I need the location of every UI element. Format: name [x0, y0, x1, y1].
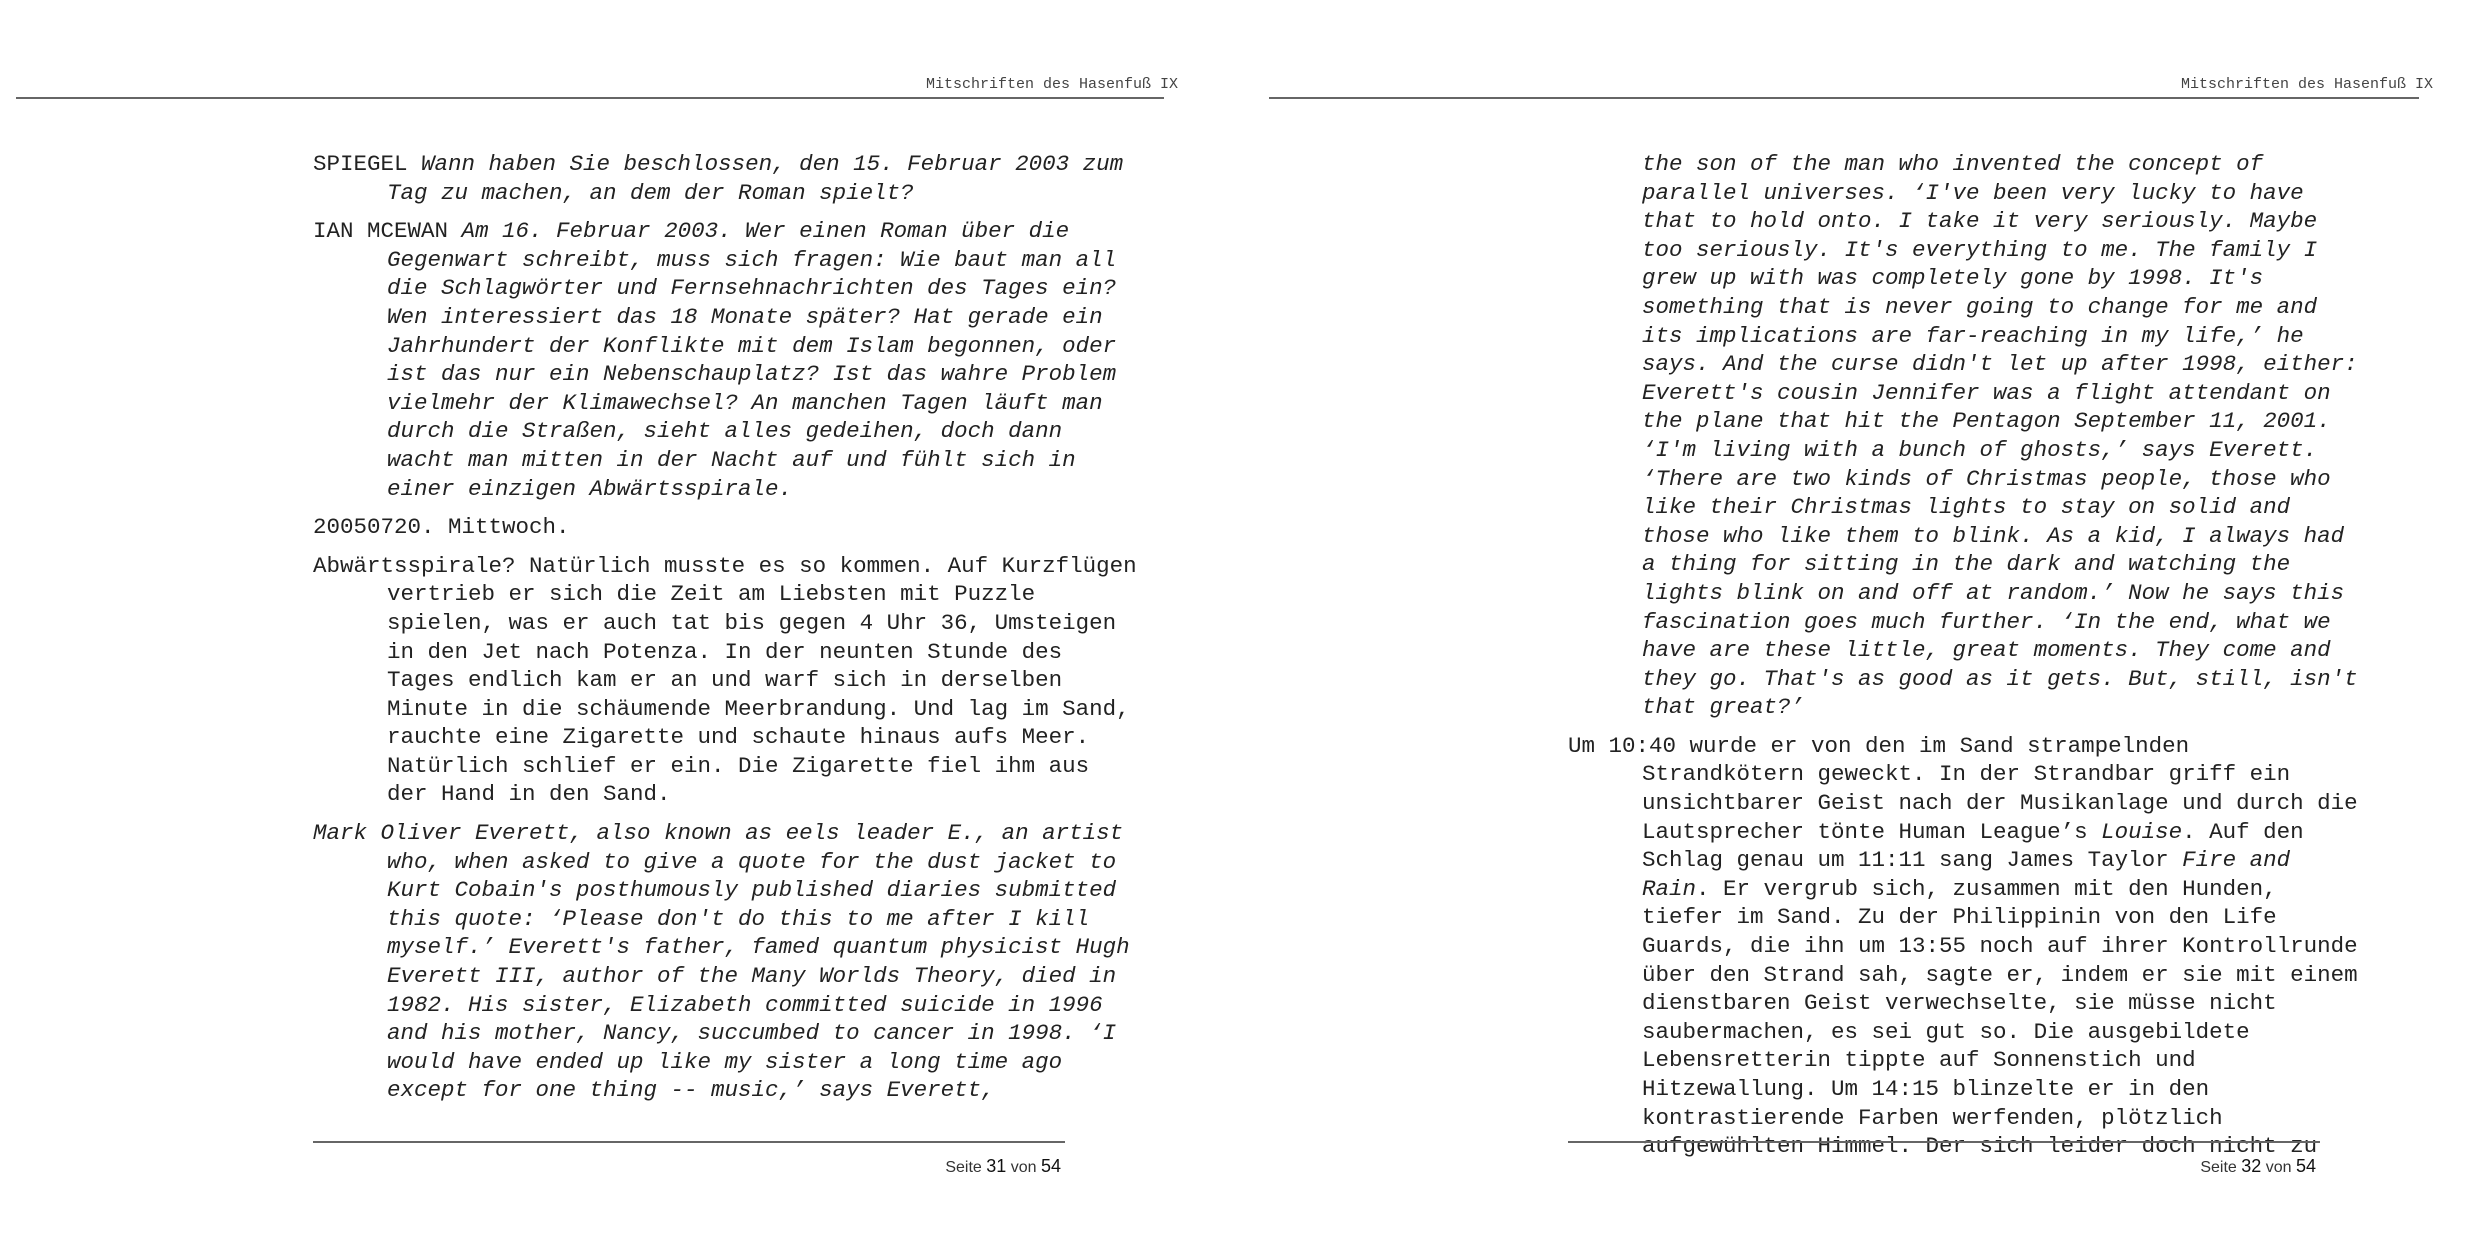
right-page-body: [1568, 150, 2358, 1171]
page-footer: [2200, 1156, 2316, 1177]
footer-middle: von: [1010, 1159, 1037, 1176]
song-title: Fire and Rain: [1642, 847, 2291, 902]
answer-text: Am 16. Februar 2003. Wer einen Roman über die Gegenwart schreibt, muss sich fragen: Wie baut man all die Schlagwörter und Fernsehnachrichten des Tages ein? Wen interessiert das 18 Monate später? Hat gerade ein Jahrhundert der Konflikte mit dem Islam begonnen, oder ist das nur ein Nebenschauplatz? Ist das wahre Problem vielmehr der Klimawechsel? An manchen Tagen läuft man durch die Straßen, sieht alles gedeihen, doch dann wacht man mitten in der Nacht auf und fühlt sich in einer einzigen Abwärtsspirale.: [387, 218, 1117, 502]
song-title: Louise: [2101, 818, 2183, 845]
running-head: Mitschriften des Hasenfuß IX: [2180, 76, 2433, 93]
header-rule: [1269, 97, 2419, 99]
footer-rule: [313, 1141, 1065, 1143]
footer-prefix: Seite: [945, 1159, 982, 1176]
speaker-label: IAN MCEWAN: [313, 218, 449, 245]
interview-answer: [313, 217, 1143, 503]
footer-rule: [1568, 1141, 2320, 1143]
page-number: 32: [2241, 1156, 2262, 1176]
running-head: Mitschriften des Hasenfuß IX: [925, 76, 1178, 93]
page-footer: [945, 1156, 1061, 1177]
page-total: 54: [2295, 1156, 2316, 1176]
speaker-label: SPIEGEL: [313, 151, 408, 177]
quote-continuation: the son of the man who invented the concept of parallel universes. ‘I've been very lucky to have that to hold onto. I take it very seriously. Maybe too seriously. It's everything to me. The family I grew up with was completely gone by 1998. It's something that is never going to change for me and its implications are far-reaching in my life,’ he says. And the curse didn't let up after 1998, either: Everett's cousin Jennifer was a flight attendant on the plane that hit the Pentagon September 11, 2001. ‘I'm living with a bunch of ghosts,’ says Everett. ‘There are two kinds of Christmas people, those who like their Christmas lights to stay on solid and those who like them to blink. As a kid, I always had a thing for sitting in the dark and watching the lights blink on and off at random.’ Now he says this fascination goes much further. ‘In the end, what we have are these little, great moments. They come and they go. That's as good as it gets. But, still, isn't that great?’: [1642, 151, 2358, 721]
left-page-body: [313, 150, 1143, 1115]
header-rule: [16, 97, 1164, 99]
diary-paragraph: Abwärtsspirale? Natürlich musste es so kommen. Auf Kurzflügen vertrieb er sich die Zeit am Liebsten mit Puzzle spielen, was er auch tat bis gegen 4 Uhr 36, Umsteigen in den Jet nach Potenza. In der neunten Stunde des Tages endlich kam er an und warf sich in derselben Minute in die schäumende Meerbrandung. Und lag im Sand, rauchte eine Zigarette und schaute hinaus aufs Meer. Natürlich schlief er ein. Die Zigarette fiel ihm aus der Hand in den Sand.: [313, 552, 1137, 808]
quote-paragraph: Mark Oliver Everett, also known as eels leader E., an artist who, when asked to give a quote for the dust jacket to Kurt Cobain's posthumously published diaries submitted this quote: ‘Please don't do this to me after I kill myself.’ Everett's father, famed quantum physicist Hugh Everett III, author of the Many Worlds Theory, died in 1982. His sister, Elizabeth committed suicide in 1996 and his mother, Nancy, succumbed to cancer in 1998. ‘I would have ended up like my sister a long time ago except for one thing -- music,’ says Everett,: [313, 820, 1130, 1104]
date-entry: 20050720. Mittwoch.: [313, 514, 570, 541]
page-number: 31: [986, 1156, 1007, 1176]
diary-paragraph: Um 10:40 wurde er von den im Sand strampelnden Strandkötern geweckt. In der Strandbar griff ein unsichtbarer Geist nach der Musikanlage und durch die Lautsprecher tönte Human League’s Louise. Auf den Schlag genau um 11:11 sang James Taylor Fire and Rain. Er vergrub sich, zusammen mit den Hunden, tiefer im Sand. Zu der Philippinin von den Life Guards, die ihn um 13:55 noch auf ihrer Kontrollrunde über den Strand sah, sagte er, indem er sie mit einem dienstbaren Geist verwechselte, sie müsse nicht saubermachen, es sei gut so. Die ausgebildete Lebensretterin tippte auf Sonnenstich und Hitzewallung. Um 14:15 blinzelte er in den kontrastierende Farben werfenden, plötzlich aufgewühlten Himmel. Der sich leider doch nicht zu: [1568, 732, 2358, 1160]
footer-prefix: Seite: [2200, 1159, 2237, 1176]
right-page: [1255, 0, 2480, 1240]
page-total: 54: [1040, 1156, 1061, 1176]
interview-question: [313, 150, 1143, 207]
question-text: Wann haben Sie beschlossen, den 15. Februar 2003 zum Tag zu machen, an dem der Roman spielt?: [387, 151, 1124, 206]
footer-middle: von: [2265, 1159, 2292, 1176]
